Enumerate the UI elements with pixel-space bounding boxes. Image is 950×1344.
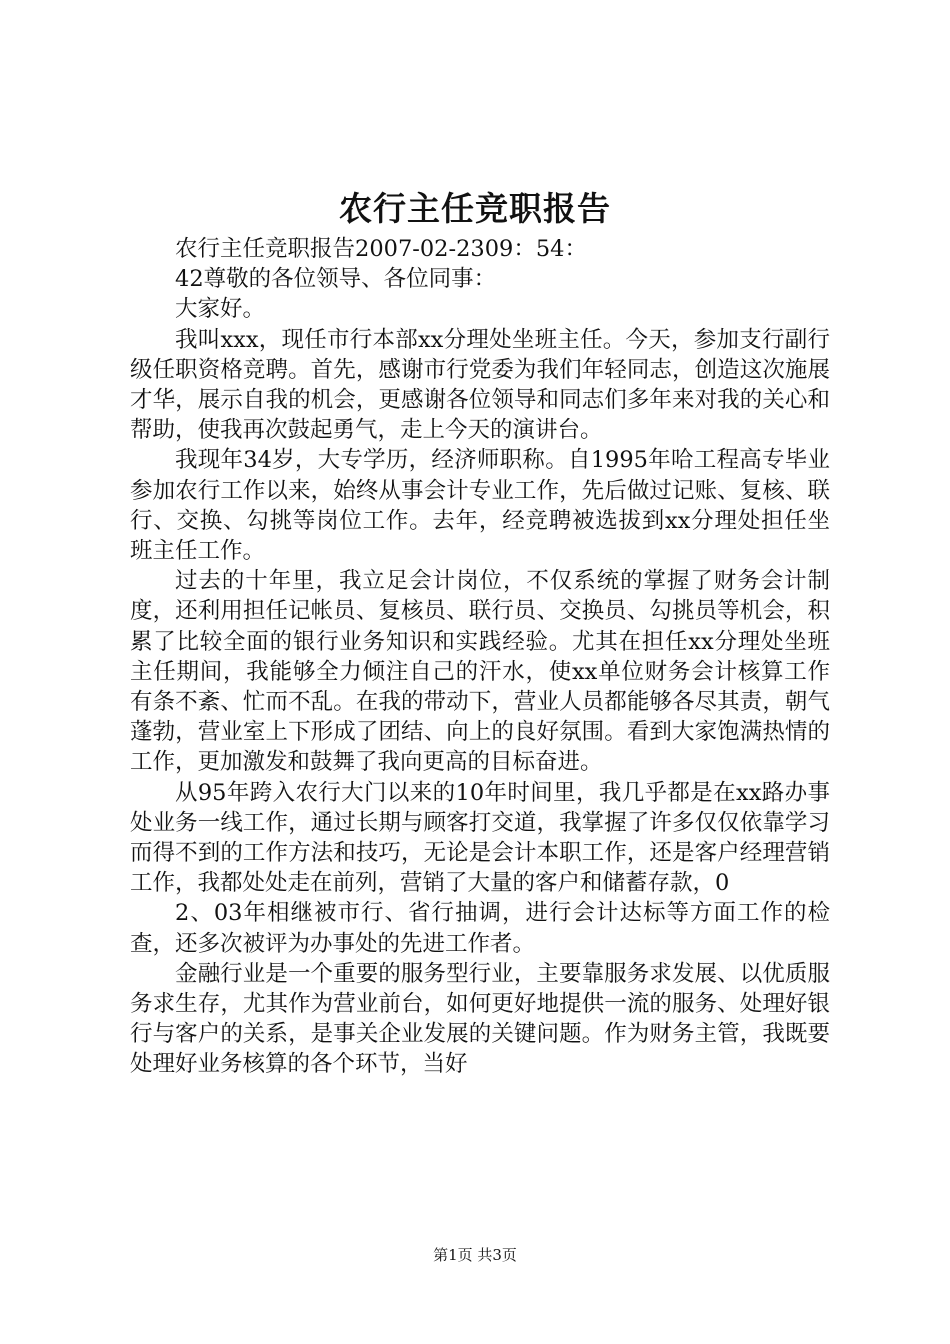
- paragraph: 农行主任竞职报告2007-02-2309：54：: [175, 236, 587, 262]
- paragraph: 42尊敬的各位领导、各位同事：: [175, 266, 497, 293]
- paragraph: 金融行业是一个重要的服务型行业，主要靠服务求发展、以优质服务求生存，尤其作为营业前台，如何更好地提供一流的服务、处理好银行与客户的关系，是事关企业发展的关键问题。作为财务主管，我既要处理好业务核算的各个环节，当好: [130, 960, 830, 1078]
- paragraph: 从95年跨入农行大门以来的10年时间里，我几乎都是在xx路办事处业务一线工作，通过长期与顾客打交道，我掌握了许多仅仅依靠学习而得不到的工作方法和技巧，无论是会计本职工作，还是客户经理营销工作，我都处处走在前列，营销了大量的客户和储蓄存款，0: [130, 779, 830, 897]
- document-body: [130, 234, 830, 1080]
- document-title: 农行主任竞职报告: [339, 189, 611, 228]
- paragraph: 过去的十年里，我立足会计岗位，不仅系统的掌握了财务会计制度，还利用担任记帐员、复核员、联行员、交换员、勾挑员等机会，积累了比较全面的银行业务知识和实践经验。尤其在担任xx分理处坐班主任期间，我能够全力倾注自己的汗水，使xx单位财务会计核算工作有条不紊、忙而不乱。在我的带动下，营业人员都能够各尽其责，朝气蓬勃，营业室上下形成了团结、向上的良好氛围。看到大家饱满热情的工作，更加激发和鼓舞了我向更高的目标奋进。: [130, 568, 830, 776]
- paragraph: 2、03年相继被市行、省行抽调，进行会计达标等方面工作的检查，还多次被评为办事处的先进工作者。: [130, 900, 830, 957]
- page-footer: 第1页 共3页: [433, 1246, 517, 1264]
- paragraph: 我现年34岁，大专学历，经济师职称。自1995年哈工程高专毕业参加农行工作以来，始终从事会计专业工作，先后做过记账、复核、联行、交换、勾挑等岗位工作。去年，经竞聘被选拔到xx分理处担任坐班主任工作。: [130, 447, 830, 565]
- paragraph: 大家好。: [175, 296, 266, 323]
- paragraph: 我叫xxx，现任市行本部xx分理处坐班主任。今天，参加支行副行级任职资格竞聘。首先，感谢市行党委为我们年轻同志，创造这次施展才华，展示自我的机会，更感谢各位领导和同志们多年来对我的关心和帮助，使我再次鼓起勇气，走上今天的演讲台。: [130, 326, 830, 444]
